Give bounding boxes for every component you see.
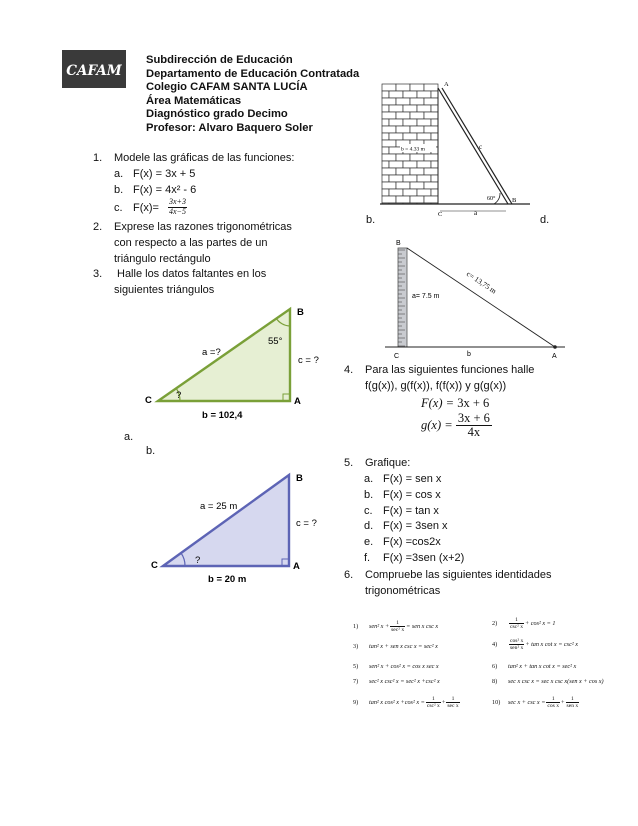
- header-line: Área Matemáticas: [146, 94, 242, 107]
- identity-7: 7) sec² x csc² x = sec² x +csc² x: [353, 678, 440, 685]
- vertex-c-label: C: [151, 560, 158, 571]
- cafam-logo: [62, 50, 126, 88]
- header-line: Colegio CAFAM SANTA LUCÍA: [146, 81, 308, 94]
- pole-figure: [380, 236, 575, 361]
- header-line: Profesor: Alvaro Baquero Soler: [146, 121, 313, 134]
- height-label: a= 7.5 m: [412, 293, 440, 300]
- triangle-b-figure: [148, 468, 338, 586]
- function-f: F(x) = 3x + 6: [421, 396, 490, 410]
- vertex-a-label: A: [552, 353, 557, 360]
- identity-8: 8) sec x csc x = sec x csc x(sen x + cos x): [492, 678, 604, 685]
- question-1-text: Modele las gráficas de las funciones:: [114, 152, 295, 164]
- hypotenuse-label: c= 13,75 m: [464, 269, 499, 296]
- vertex-b-label: B: [396, 240, 401, 247]
- header-line: Diagnóstico grado Decimo: [146, 108, 288, 121]
- identity-2: 2) 1 csc² x + cos² x = 1: [492, 617, 556, 630]
- identity-4: 4) cos² x sen² x + tan x cot x = csc² x: [492, 638, 578, 651]
- hypotenuse-label: a =?: [202, 347, 221, 358]
- header-line: Departamento de Educación Contratada: [146, 67, 360, 80]
- side-c-label: c = ?: [296, 518, 317, 529]
- height-label: b = 4.33 m: [401, 146, 425, 153]
- identity-9: 9) tan² x cos² x +cos² x = 1 csc² x + 1 sec x: [353, 696, 459, 709]
- tri-a-label: a.: [124, 431, 134, 443]
- vertex-b-label: B: [297, 307, 304, 318]
- fraction: $\frac{3x+3}{4x-5}$: [169, 197, 186, 216]
- identity-1: 1) sen² x + 1 sec² x = sen x csc x: [353, 620, 439, 633]
- vertex-a-label: A: [293, 561, 300, 572]
- fraction: $\frac{3x + 6}{4x}$: [457, 411, 490, 439]
- side-b-label: b: [467, 351, 471, 358]
- unknown-angle-label: ?: [195, 555, 201, 566]
- vertex-b-label: B: [512, 197, 517, 204]
- triangle-b-shape: [163, 475, 289, 566]
- side-a-label: a: [474, 209, 478, 217]
- vertex-b-label: B: [296, 473, 303, 484]
- function-g: g(x) = $\frac{3x + 6}{4x}$: [421, 411, 490, 439]
- triangle-a-shape: [158, 309, 290, 401]
- vertex-c-label: C: [438, 211, 443, 218]
- vertex-a-label: A: [294, 396, 301, 407]
- angle-label: 55°: [268, 336, 283, 347]
- vertex-c-label: C: [394, 353, 400, 360]
- fig-label-d: d.: [540, 214, 550, 226]
- tri-b-label: b.: [146, 445, 156, 457]
- angle-label: 60°: [487, 196, 496, 202]
- hypotenuse-label: a = 25 m: [200, 501, 238, 512]
- base-label: b = 20 m: [208, 574, 247, 585]
- vertex-a-label: A: [444, 81, 449, 88]
- side-c-label: c = ?: [298, 355, 319, 366]
- base-label: b = 102,4: [202, 410, 243, 421]
- school-header: [146, 54, 359, 136]
- header-line: Subdirección de Educación: [146, 54, 293, 66]
- triangle-a-figure: [140, 300, 340, 425]
- identity-5: 5) sen² x + cos² x = cos x sec x: [353, 663, 439, 670]
- fig-label-b: b.: [366, 214, 376, 226]
- identity-10: 10) sec x + csc x = $\frac{1}{\text{cos x}}$ + 1 sen x: [492, 696, 579, 709]
- identity-3: 3) tan² x + sen x csc x = sec² x: [353, 643, 438, 650]
- logo-text: CAFAM: [66, 63, 122, 79]
- unknown-angle-label: ?: [176, 390, 182, 401]
- vertex-c-label: C: [145, 395, 152, 406]
- identity-6: 6) tan² x + tan x cot x = sec² x: [492, 663, 577, 670]
- side-c-label: c: [479, 143, 483, 151]
- wall-ladder-figure: [380, 76, 530, 218]
